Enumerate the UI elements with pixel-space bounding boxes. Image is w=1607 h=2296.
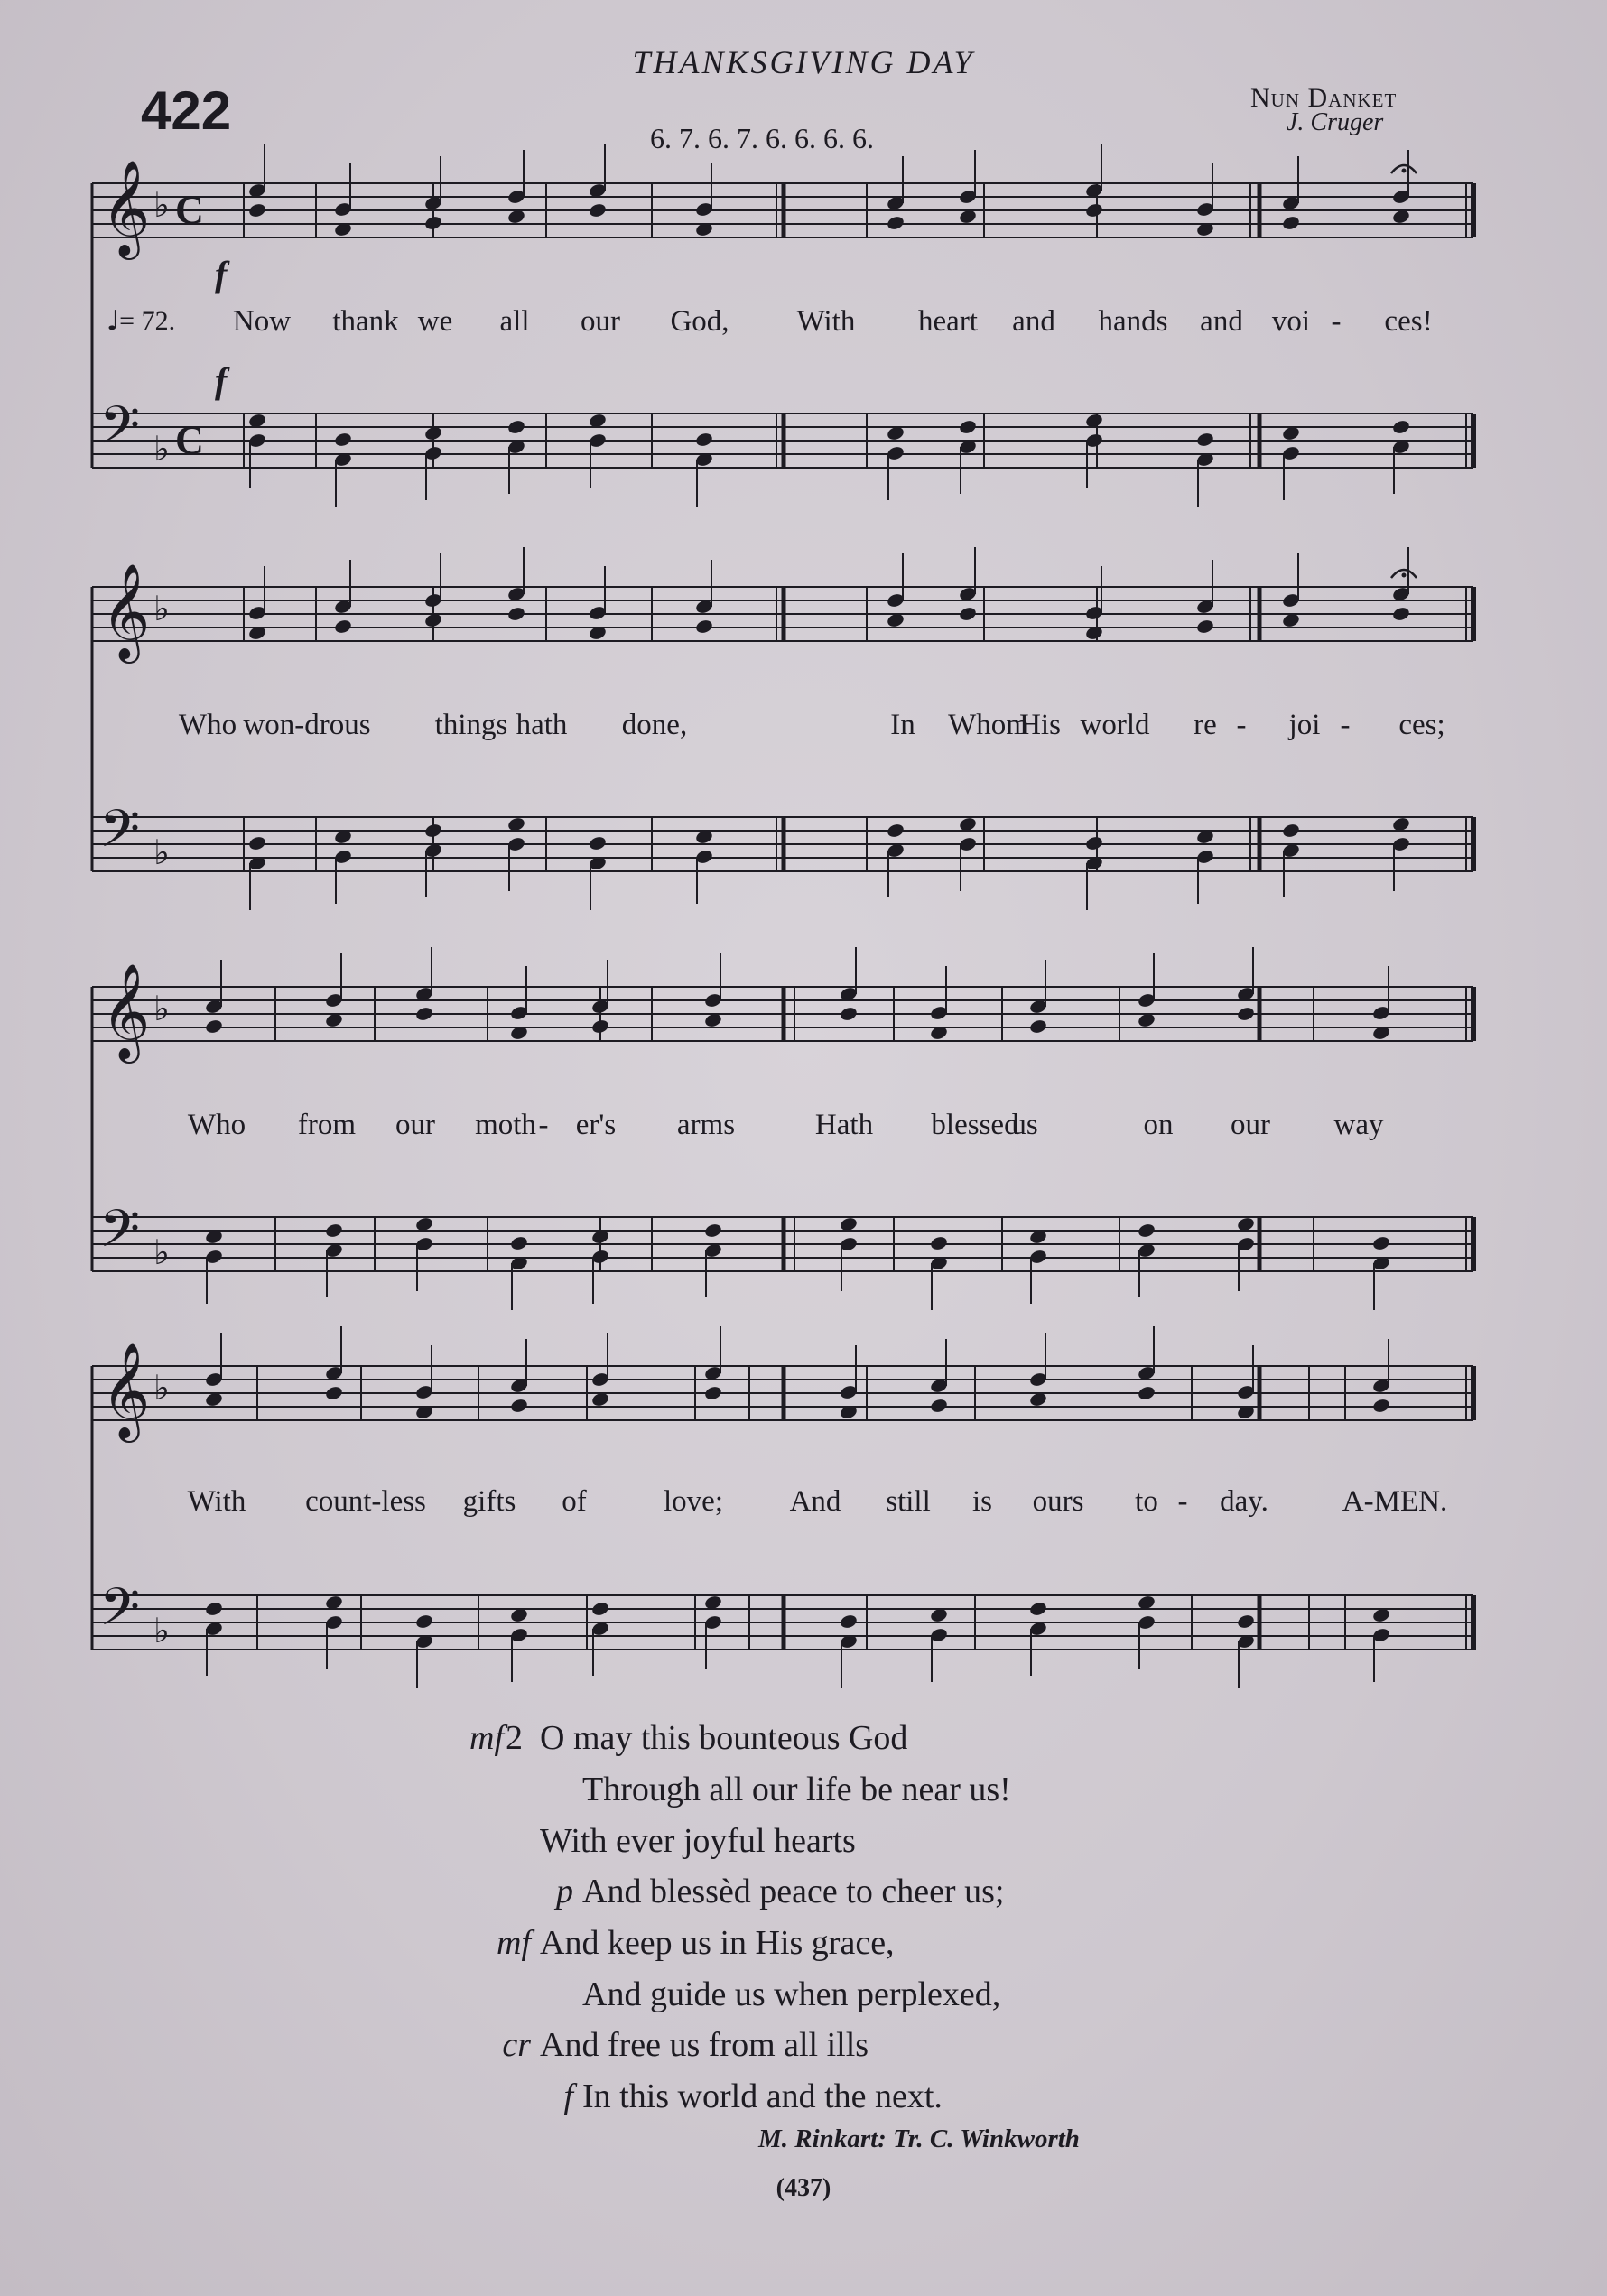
flat-icon: ♭ — [153, 429, 170, 469]
note-head — [506, 419, 525, 435]
lyric-syllable: arms — [676, 1109, 736, 1141]
note-head — [1281, 215, 1300, 231]
note-head — [414, 1613, 433, 1630]
lyric-syllable: - — [538, 1109, 549, 1141]
lyric-syllable: day. — [1220, 1485, 1268, 1518]
lyric-syllable: gifts — [462, 1485, 516, 1518]
note-head — [333, 432, 352, 448]
lyric-syllable: Now — [232, 305, 292, 338]
common-time-icon: C — [175, 188, 204, 232]
verse-line: And free us from all ills — [540, 2026, 869, 2064]
lyric-syllable: from — [297, 1109, 357, 1141]
flat-icon: ♭ — [153, 185, 170, 225]
note-head — [588, 202, 607, 218]
note-head — [590, 1601, 609, 1617]
note-head — [839, 1613, 858, 1630]
verse-line: O may this bounteous God — [540, 1719, 908, 1757]
lyric-syllable: way — [1333, 1109, 1384, 1141]
flat-icon: ♭ — [153, 1368, 170, 1408]
lyric-syllable: things — [434, 709, 508, 741]
lyric-syllable: count-less — [305, 1485, 426, 1518]
fermata-icon — [1402, 169, 1407, 173]
lyric-syllable: heart — [918, 305, 978, 338]
lyric-syllable: Whom — [948, 709, 1029, 741]
note-head — [1084, 835, 1103, 851]
flat-icon: ♭ — [153, 1611, 170, 1650]
lyric-syllable: voi — [1271, 305, 1311, 338]
note-head — [703, 1222, 722, 1239]
lyric-syllable: our — [1231, 1109, 1270, 1141]
note-head — [414, 1006, 433, 1022]
treble-clef-icon: 𝄞 — [101, 159, 151, 256]
note-head — [324, 1385, 343, 1401]
treble-clef-icon: 𝄞 — [101, 962, 151, 1059]
page-number: (437) — [776, 2174, 831, 2202]
lyric-syllable: of — [562, 1485, 587, 1518]
verse-number: 2 — [506, 1719, 523, 1757]
note-head — [839, 1006, 858, 1022]
note-head — [588, 835, 607, 851]
lyric-syllable: hath — [516, 709, 568, 741]
lyric-syllable: and — [1200, 305, 1243, 338]
treble-clef-icon: 𝄞 — [101, 562, 151, 659]
meter: 6. 7. 6. 7. 6. 6. 6. 6. — [650, 122, 874, 154]
verse-dynamic: p — [556, 1873, 573, 1910]
note-head — [1236, 1006, 1255, 1022]
note-head — [509, 1235, 528, 1251]
verse-dynamic: mf — [469, 1719, 504, 1757]
note-head — [1236, 1613, 1255, 1630]
lyric-syllable: Who — [178, 709, 237, 741]
lyric-syllable: and — [1012, 305, 1055, 338]
note-head — [929, 1235, 948, 1251]
lyric-syllable: And — [789, 1485, 841, 1518]
lyric-syllable: ces! — [1384, 305, 1433, 338]
note-head — [423, 823, 442, 839]
lyric-syllable: still — [886, 1485, 931, 1518]
note-head — [1084, 202, 1103, 218]
verse-dynamic: mf — [497, 1924, 531, 1962]
lyric-syllable: - — [1340, 709, 1351, 741]
note-head — [694, 618, 713, 635]
bass-clef-icon: 𝄢 — [99, 1198, 141, 1272]
attribution: M. Rinkart: Tr. C. Winkworth — [758, 2124, 1080, 2153]
note-head — [247, 202, 266, 218]
lyric-syllable: joi — [1288, 709, 1321, 741]
flat-icon: ♭ — [153, 589, 170, 628]
flat-icon: ♭ — [153, 832, 170, 872]
note-head — [1028, 1601, 1047, 1617]
lyric-syllable: blessed — [931, 1109, 1019, 1141]
note-head — [1137, 1385, 1156, 1401]
lyric-syllable: hands — [1098, 305, 1168, 338]
lyric-syllable: moth — [475, 1109, 536, 1141]
lyric-syllable: - — [1236, 709, 1247, 741]
verse-line: And keep us in His grace, — [540, 1924, 895, 1962]
tune-name: Nun Danket — [1250, 83, 1398, 113]
lyric-syllable: His — [1019, 709, 1061, 741]
note-head — [1371, 1235, 1390, 1251]
note-head — [703, 1385, 722, 1401]
lyric-syllable: our — [395, 1109, 435, 1141]
note-head — [886, 823, 905, 839]
note-head — [958, 419, 977, 435]
lyric-syllable: all — [499, 305, 530, 338]
note-head — [958, 606, 977, 622]
lyric-syllable: er's — [575, 1109, 617, 1141]
bass-clef-icon: 𝄢 — [99, 1576, 141, 1650]
lyric-syllable: us — [1011, 1109, 1038, 1141]
note-head — [506, 606, 525, 622]
lyric-syllable: ces; — [1398, 709, 1445, 741]
quarter-note-icon: ♩ — [107, 305, 120, 337]
bass-clef-icon: 𝄢 — [99, 395, 141, 469]
fermata-icon — [1402, 573, 1407, 578]
note-head — [1195, 618, 1214, 635]
note-head — [1391, 606, 1410, 622]
verse-dynamic: cr — [502, 2026, 531, 2064]
lyric-syllable: God, — [670, 305, 729, 338]
note-head — [1281, 823, 1300, 839]
note-head — [247, 835, 266, 851]
flat-icon: ♭ — [153, 989, 170, 1028]
note-head — [694, 432, 713, 448]
tempo-marking — [107, 305, 175, 337]
verse-line: Through all our life be near us! — [582, 1771, 1011, 1808]
lyric-syllable: world — [1080, 709, 1150, 741]
lyric-syllable: thank — [332, 305, 399, 338]
treble-clef-icon: 𝄞 — [101, 1342, 151, 1438]
lyric-syllable: is — [971, 1485, 993, 1518]
lyric-syllable: on — [1143, 1109, 1174, 1141]
lyric-syllable: - — [1331, 305, 1342, 338]
dynamic-forte-treble: f — [215, 254, 228, 294]
lyric-syllable: With — [796, 305, 856, 338]
note-head — [1137, 1222, 1156, 1239]
page-title: THANKSGIVING DAY — [632, 44, 975, 80]
common-time-icon: C — [175, 418, 204, 462]
lyric-syllable: Who — [187, 1109, 246, 1141]
lyric-syllable: re — [1194, 709, 1217, 741]
verse-line: With ever joyful hearts — [540, 1822, 856, 1860]
note-head — [886, 215, 905, 231]
lyric-syllable: done, — [621, 709, 688, 741]
lyric-syllable: love; — [664, 1485, 723, 1518]
note-head — [1391, 419, 1410, 435]
composer: J. Cruger — [1287, 108, 1384, 136]
note-head — [1371, 1398, 1390, 1414]
note-head — [204, 1601, 223, 1617]
bass-clef-icon: 𝄢 — [99, 798, 141, 872]
verse-line: And guide us when perplexed, — [582, 1975, 1001, 2013]
flat-icon: ♭ — [153, 1232, 170, 1272]
verse-dynamic: f — [563, 2078, 573, 2115]
verse-line: In this world and the next. — [582, 2078, 943, 2115]
lyric-syllable: won-drous — [243, 709, 371, 741]
lyric-syllable: our — [581, 305, 620, 338]
verse-line: And blessèd peace to cheer us; — [582, 1873, 1005, 1910]
note-head — [324, 1222, 343, 1239]
lyric-syllable: ours — [1032, 1485, 1084, 1518]
hymn-number: 422 — [141, 80, 232, 141]
lyric-syllable: In — [890, 709, 915, 741]
note-head — [929, 1398, 948, 1414]
lyric-syllable: - — [1177, 1485, 1188, 1518]
note-head — [204, 1018, 223, 1035]
note-head — [509, 1398, 528, 1414]
note-head — [423, 215, 442, 231]
lyric-syllable: we — [417, 305, 453, 338]
note-head — [1028, 1018, 1047, 1035]
note-head — [1195, 432, 1214, 448]
lyric-syllable: A-MEN. — [1342, 1485, 1448, 1518]
lyric-syllable: Hath — [814, 1109, 874, 1141]
note-head — [333, 618, 352, 635]
tempo-value: = 72. — [119, 306, 176, 336]
note-head — [590, 1018, 609, 1035]
lyric-syllable: With — [187, 1485, 246, 1518]
dynamic-forte-bass: f — [215, 360, 228, 401]
lyric-syllable: to — [1135, 1485, 1158, 1518]
